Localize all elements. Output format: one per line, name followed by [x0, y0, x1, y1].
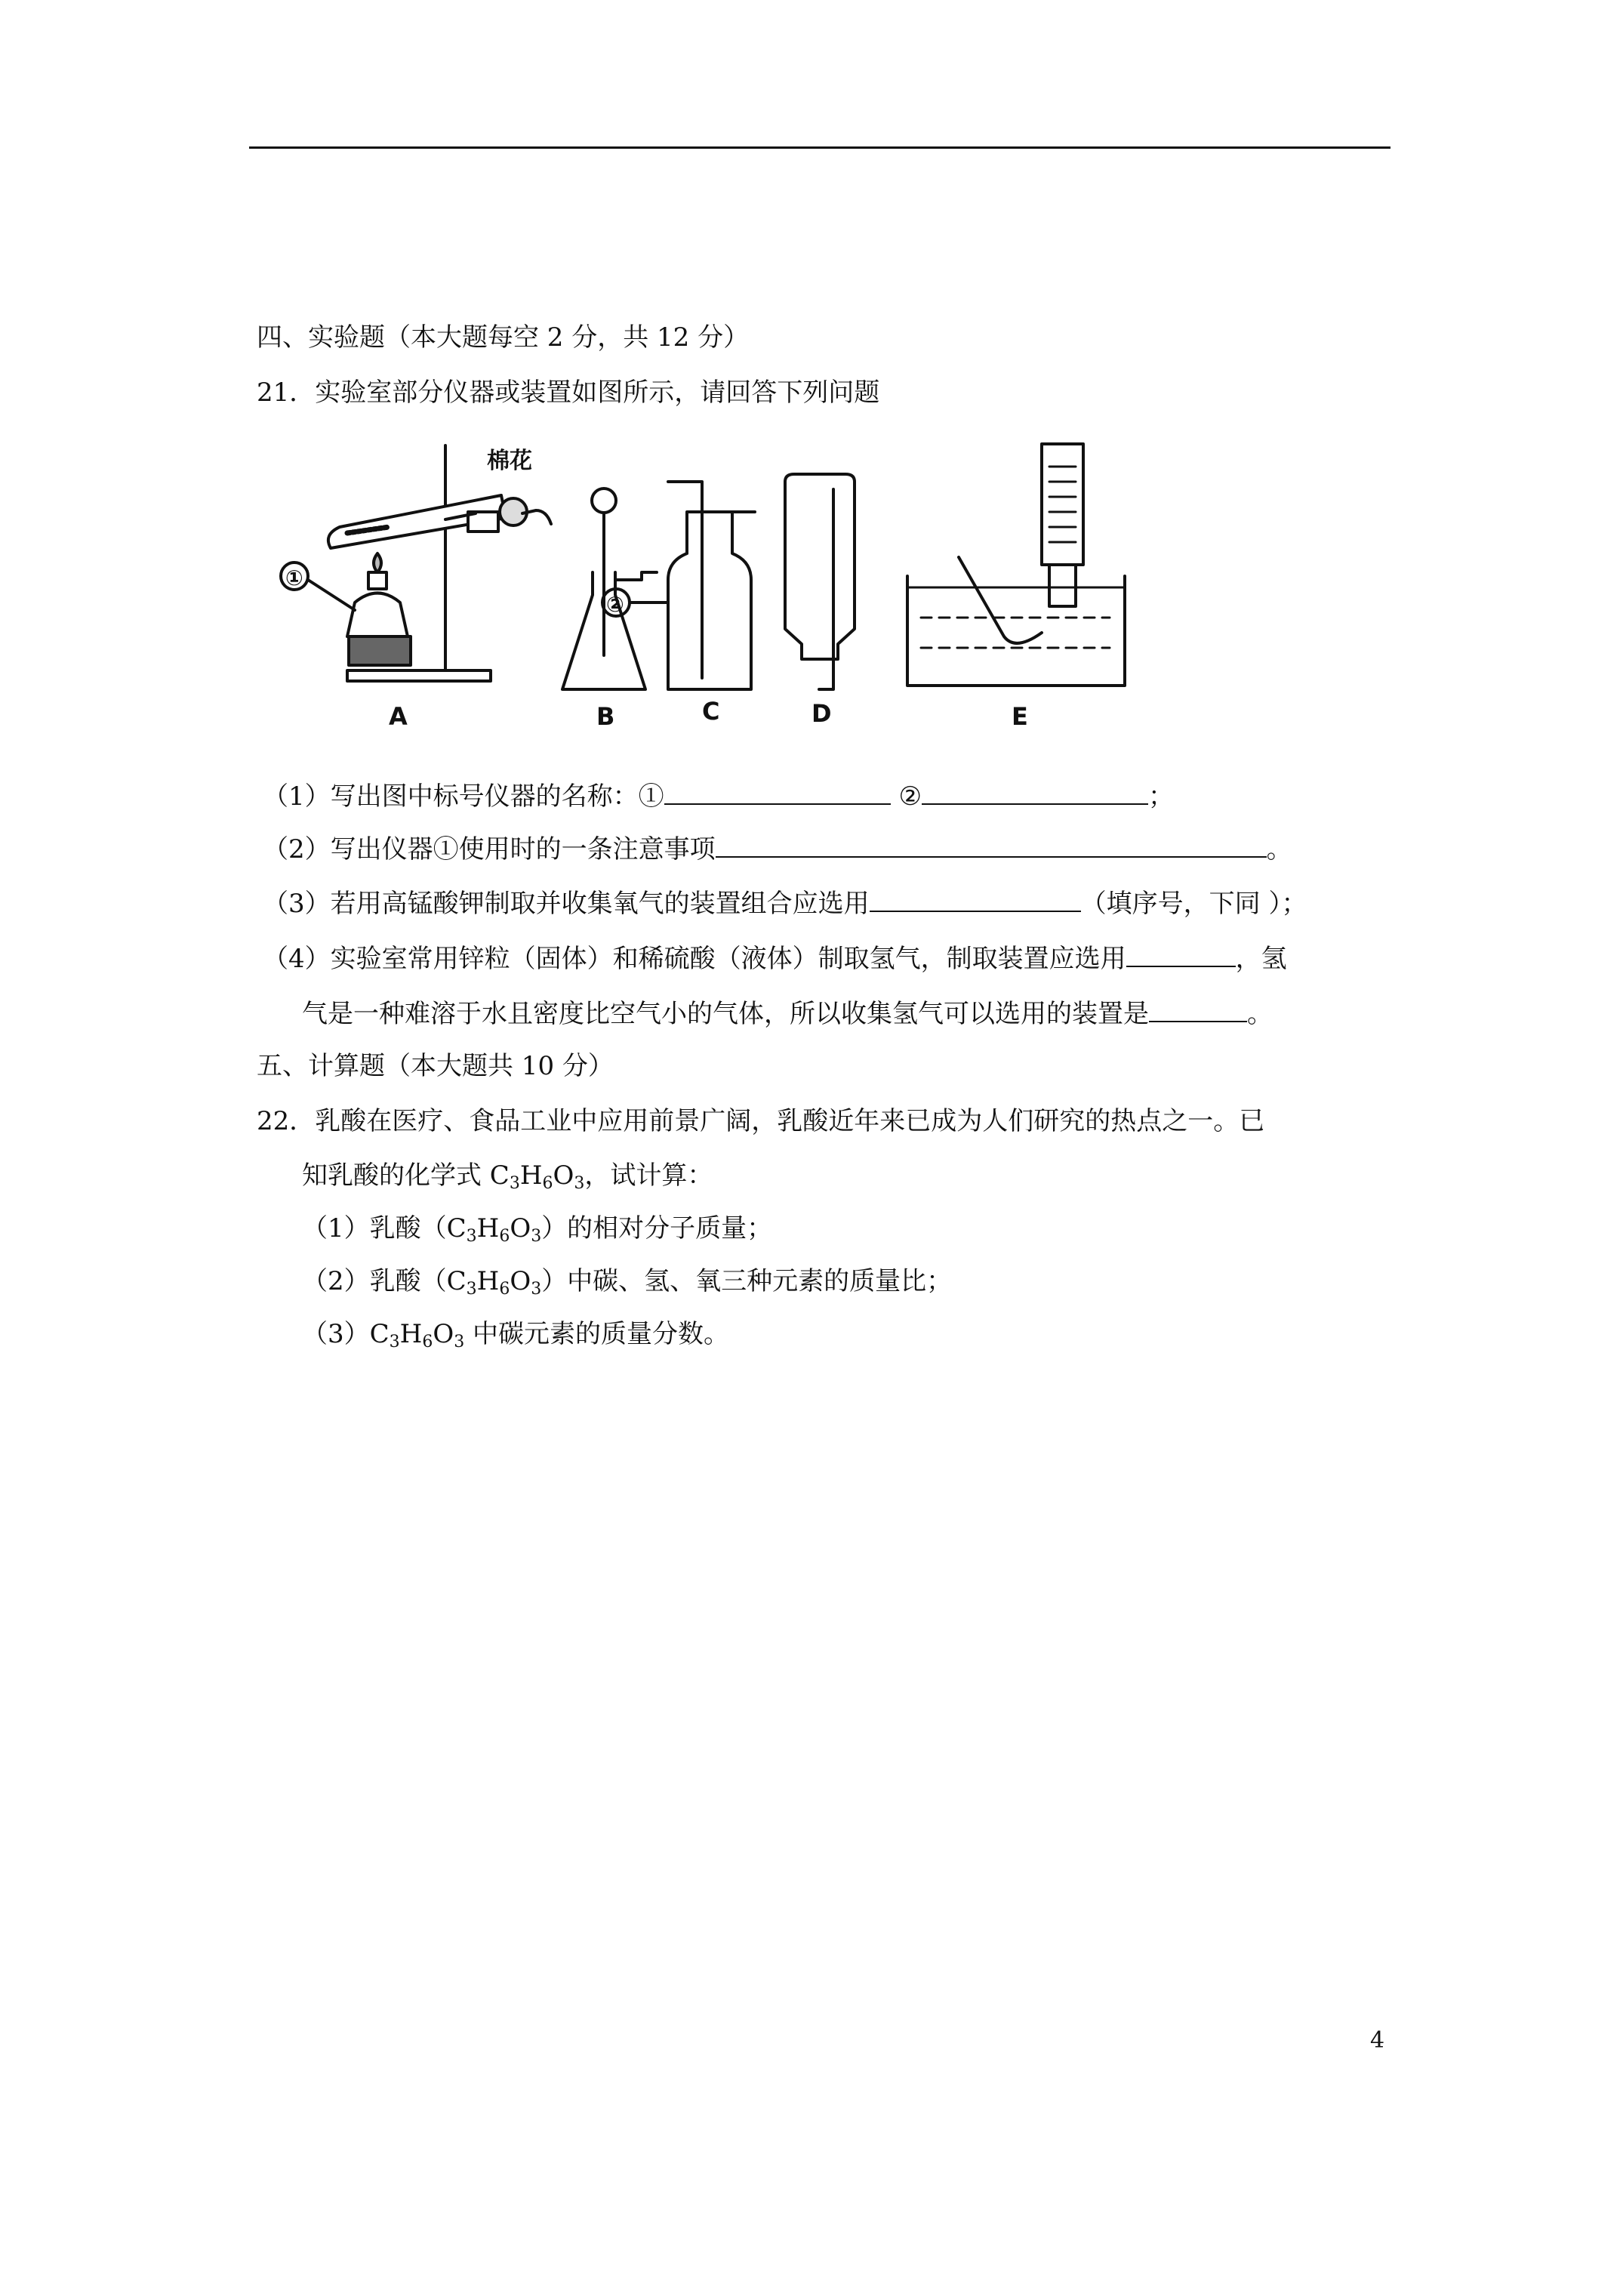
answer-blank-2[interactable]	[922, 778, 1148, 805]
answer-blank-3[interactable]	[716, 831, 1267, 858]
label-a: A	[389, 702, 408, 731]
section4-heading: 四、实验题（本大题每空 2 分，共 12 分）	[257, 322, 750, 353]
marker-2: ②	[606, 592, 624, 617]
answer-blank-4[interactable]	[870, 885, 1081, 912]
label-b: B	[596, 702, 615, 731]
apparatus-d-bottle	[785, 474, 855, 689]
apparatus-e-trough	[907, 444, 1125, 686]
q21-part4-line2: 气是一种难溶于水且密度比空气小的气体，所以收集氢气可以选用的装置是 。	[302, 995, 1273, 1031]
answer-blank-6[interactable]	[1149, 995, 1247, 1022]
label-c: C	[702, 697, 720, 726]
q22-part3: $(3)C_3H_6O_3$ 中碳元素的质量分数。	[302, 1319, 729, 1351]
q21-part1: （1）写出图中标号仪器的名称：① ② ；	[263, 778, 1174, 813]
marker-1: ①	[285, 566, 303, 590]
q21-part4: （4）实验室常用锌粒（固体）和稀硫酸（液体）制取氢气，制取装置应选用 ，氢	[263, 940, 1287, 975]
q22-stem-line2: 知乳酸的化学式 $C_3H_6O_3$，试计算：	[302, 1160, 713, 1193]
answer-blank-1[interactable]	[664, 778, 891, 805]
q21-stem: 21．实验室部分仪器或装置如图所示，请回答下列问题	[257, 378, 880, 408]
q21-part3: （3）若用高锰酸钾制取并收集氧气的装置组合应选用 （填序号，下同 ）；	[263, 885, 1307, 920]
label-d: D	[812, 699, 832, 728]
cotton-label: 棉花	[487, 448, 532, 474]
q22-stem: 22．乳酸在医疗、食品工业中应用前景广阔，乳酸近年来已成为人们研究的热点之一。已	[257, 1106, 1265, 1136]
answer-blank-5[interactable]	[1126, 940, 1236, 967]
section5-heading: 五、计算题（本大题共 10 分）	[257, 1051, 614, 1081]
apparatus-figure	[257, 429, 1242, 738]
q22-part2: （2）乳酸$(C_3H_6O_3)$中碳、氢、氧三种元素的质量比；	[302, 1266, 953, 1299]
apparatus-c-bottle	[602, 482, 755, 689]
q22-part1: （1）乳酸$(C_3H_6O_3)$的相对分子质量；	[302, 1213, 773, 1246]
page-number: 4	[1370, 2027, 1385, 2054]
apparatus-a-stand	[281, 445, 551, 681]
label-e: E	[1012, 702, 1028, 731]
q21-part2: （2）写出仪器①使用时的一条注意事项 。	[263, 831, 1292, 866]
header-rule	[249, 146, 1390, 149]
